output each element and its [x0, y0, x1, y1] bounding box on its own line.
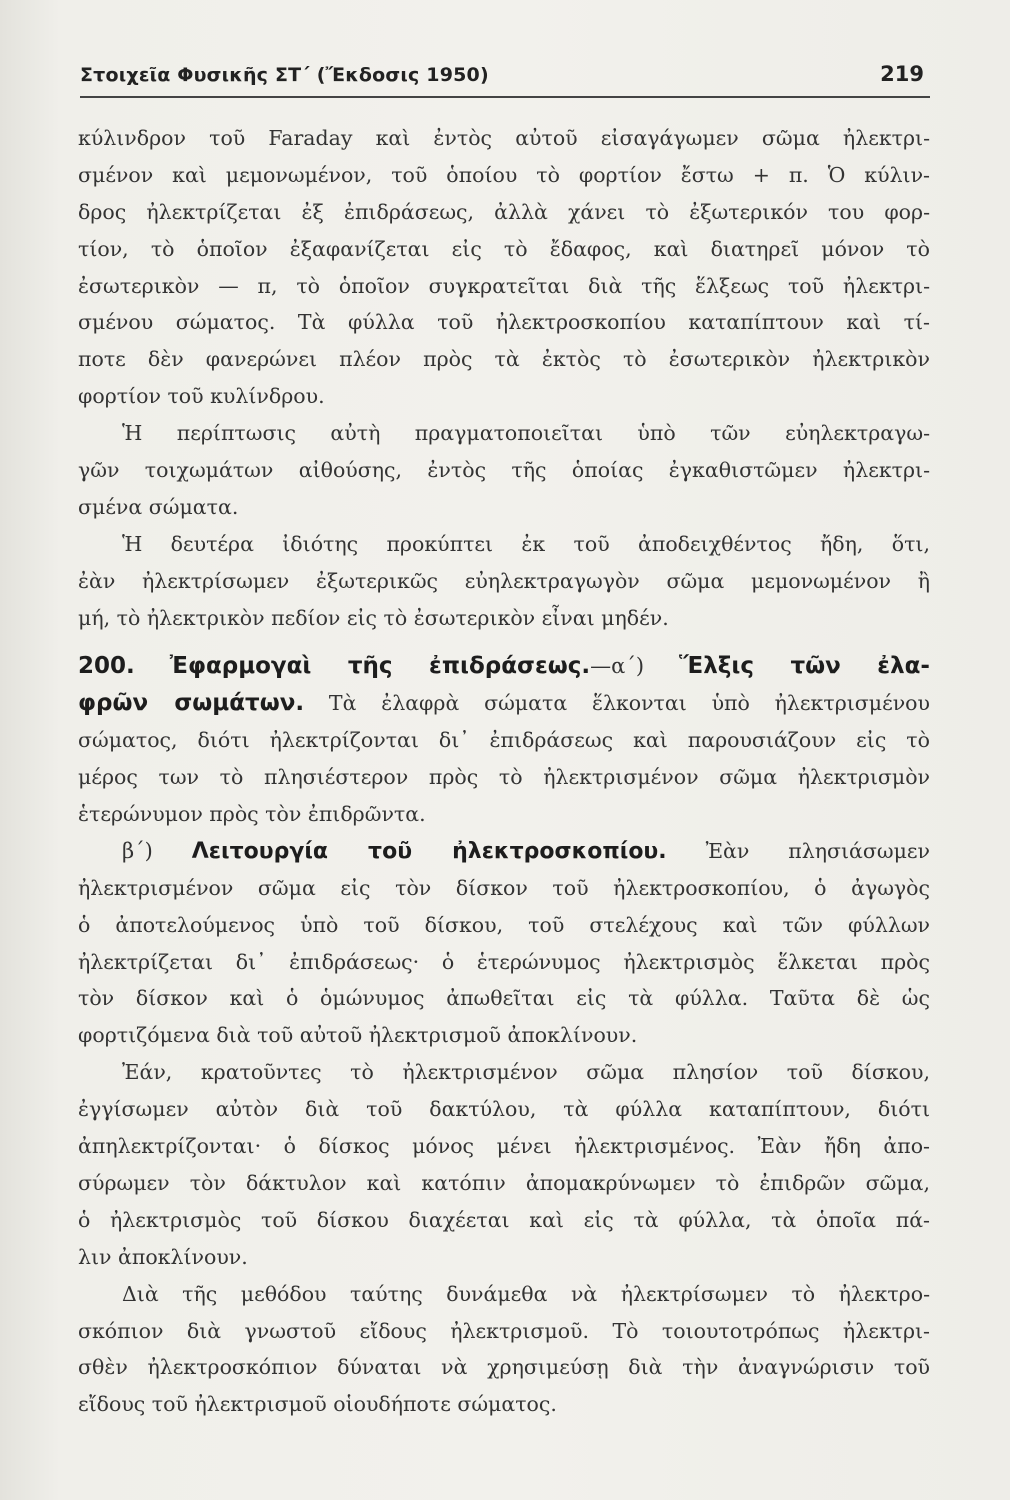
- text-line: ὁ ἠλεκτρισμὸς τοῦ δίσκου διαχέεται καὶ εἰς τὰ φύλλα, τὰ ὁποῖα πά-: [78, 1207, 930, 1232]
- text-line: σθὲν ἠλεκτροσκόπιον δύναται νὰ χρησιμεύσῃ διὰ τὴν ἀναγνώρισιν τοῦ: [78, 1355, 930, 1380]
- header-title: Στοιχεῖα Φυσικῆς ΣΤ΄ (Ἔκδοσις 1950): [80, 64, 489, 86]
- text-line: σμένου σώματος. Τὰ φύλλα τοῦ ἠλεκτροσκοπίου καταπίπτουν καὶ τί-: [78, 310, 930, 335]
- running-header: [80, 60, 930, 98]
- subsection-heading-line: [78, 833, 930, 870]
- text-line: λιν ἀποκλίνουν.: [78, 1244, 248, 1269]
- text-line: Διὰ τῆς μεθόδου ταύτης δυνάμεθα νὰ ἠλεκτρίσωμεν τὸ ἠλεκτρο-: [122, 1281, 930, 1306]
- text-line: ἐγγίσωμεν αὐτὸν διὰ τοῦ δακτύλου, τὰ φύλλα καταπίπτουν, διότι: [78, 1097, 930, 1122]
- section-heading-line: [78, 648, 930, 685]
- subsection-heading: Ἕλξις τῶν ἐλα-: [679, 653, 930, 680]
- text-line: ἐὰν ἠλεκτρίσωμεν ἐξωτερικῶς εὐηλεκτραγωγὸν σῶμα μεμονωμένον ἢ: [78, 568, 930, 593]
- text-line: ἠλεκτρίζεται δι᾿ ἐπιδράσεως· ὁ ἑτερώνυμος ἠλεκτρισμὸς ἕλκεται πρὸς: [78, 949, 930, 974]
- text-line: δρος ἠλεκτρίζεται ἐξ ἐπιδράσεως, ἀλλὰ χάνει τὸ ἐξωτερικόν του φορ-: [78, 199, 930, 224]
- text-line: μή, τὸ ἠλεκτρικὸν πεδίον εἰς τὸ ἐσωτερικὸν εἶναι μηδέν.: [78, 605, 669, 630]
- paragraph-text: Ἐὰν πλησιάσωμεν: [705, 838, 930, 863]
- text-line: μέρος των τὸ πλησιέστερον πρὸς τὸ ἠλεκτρισμένον σῶμα ἠλεκτρισμὸν: [78, 765, 930, 790]
- text-line: [78, 685, 930, 722]
- text-line: Ἡ περίπτωσις αὐτὴ πραγματοποιεῖται ὑπὸ τῶν εὐηλεκτραγω-: [122, 421, 930, 446]
- text-line: σμένα σώματα.: [78, 494, 239, 519]
- text-line: ὁ ἀποτελούμενος ὑπὸ τοῦ δίσκου, τοῦ στελέχους καὶ τῶν φύλλων: [78, 912, 930, 937]
- text-line: φορτίον τοῦ κυλίνδρου.: [78, 384, 325, 409]
- text-line: ποτε δὲν φανερώνει πλέον πρὸς τὰ ἐκτὸς τὸ ἐσωτερικὸν ἠλεκτρικὸν: [78, 347, 930, 372]
- text-line: σμένον καὶ μεμονωμένον, τοῦ ὁποίου τὸ φορτίον ἔστω + π. Ὁ κύλιν-: [78, 162, 930, 187]
- text-line: τὸν δίσκον καὶ ὁ ὁμώνυμος ἀπωθεῖται εἰς τὰ φύλλα. Ταῦτα δὲ ὡς: [78, 986, 930, 1011]
- text-line: σκόπιον διὰ γνωστοῦ εἴδους ἠλεκτρισμοῦ. Τὸ τοιουτοτρόπως ἠλεκτρι-: [78, 1318, 930, 1343]
- text-line: γῶν τοιχωμάτων αἰθούσης, ἐντὸς τῆς ὁποίας ἐγκαθιστῶμεν ἠλεκτρι-: [78, 458, 930, 483]
- section-spacer: [78, 636, 930, 648]
- paragraph-text: Τὰ ἐλαφρὰ σώματα ἕλκονται ὑπὸ ἠλεκτρισμένου: [328, 691, 930, 716]
- text-line: τίον, τὸ ὁποῖον ἐξαφανίζεται εἰς τὸ ἔδαφος, καὶ διατηρεῖ μόνον τὸ: [78, 236, 930, 261]
- section-number: 200.: [78, 653, 135, 680]
- page-number: 219: [880, 62, 924, 86]
- subsection-heading-continued: φρῶν σωμάτων.: [78, 690, 305, 717]
- text-line: ἠλεκτρισμένον σῶμα εἰς τὸν δίσκον τοῦ ἠλεκτροσκοπίου, ὁ ἀγωγὸς: [78, 875, 930, 900]
- text-line: εἴδους τοῦ ἠλεκτρισμοῦ οἱουδήποτε σώματος.: [78, 1392, 557, 1417]
- section-heading: Ἐφαρμογαὶ τῆς ἐπιδράσεως.: [169, 653, 591, 680]
- body-text: [78, 120, 930, 1423]
- text-line: Ἡ δευτέρα ἰδιότης προκύπτει ἐκ τοῦ ἀποδειχθέντος ἤδη, ὅτι,: [122, 531, 930, 556]
- text-line: κύλινδρον τοῦ Faraday καὶ ἐντὸς αὐτοῦ εἰσαγάγωμεν σῶμα ἠλεκτρι-: [78, 126, 930, 150]
- text-line: φορτιζόμενα διὰ τοῦ αὐτοῦ ἠλεκτρισμοῦ ἀποκλίνουν.: [78, 1023, 638, 1048]
- text-line: σύρωμεν τὸν δάκτυλον καὶ κατόπιν ἀπομακρύνωμεν τὸ ἐπιδρῶν σῶμα,: [78, 1170, 930, 1195]
- text-line: σώματος, διότι ἠλεκτρίζονται δι᾿ ἐπιδράσεως καὶ παρουσιάζουν εἰς τὸ: [78, 728, 930, 753]
- subsection-label: —α΄): [590, 654, 645, 679]
- subsection-heading: Λειτουργία τοῦ ἠλεκτροσκοπίου.: [191, 838, 667, 864]
- text-line: ἐσωτερικὸν — π, τὸ ὁποῖον συγκρατεῖται διὰ τῆς ἕλξεως τοῦ ἠλεκτρι-: [78, 273, 930, 298]
- text-line: ἑτερώνυμον πρὸς τὸν ἐπιδρῶντα.: [78, 802, 426, 827]
- text-line: Ἐάν, κρατοῦντες τὸ ἠλεκτρισμένον σῶμα πλησίον τοῦ δίσκου,: [122, 1060, 930, 1085]
- subsection-label: β΄): [122, 838, 153, 863]
- text-line: ἀπηλεκτρίζονται· ὁ δίσκος μόνος μένει ἠλεκτρισμένος. Ἐὰν ἤδη ἀπο-: [78, 1134, 930, 1159]
